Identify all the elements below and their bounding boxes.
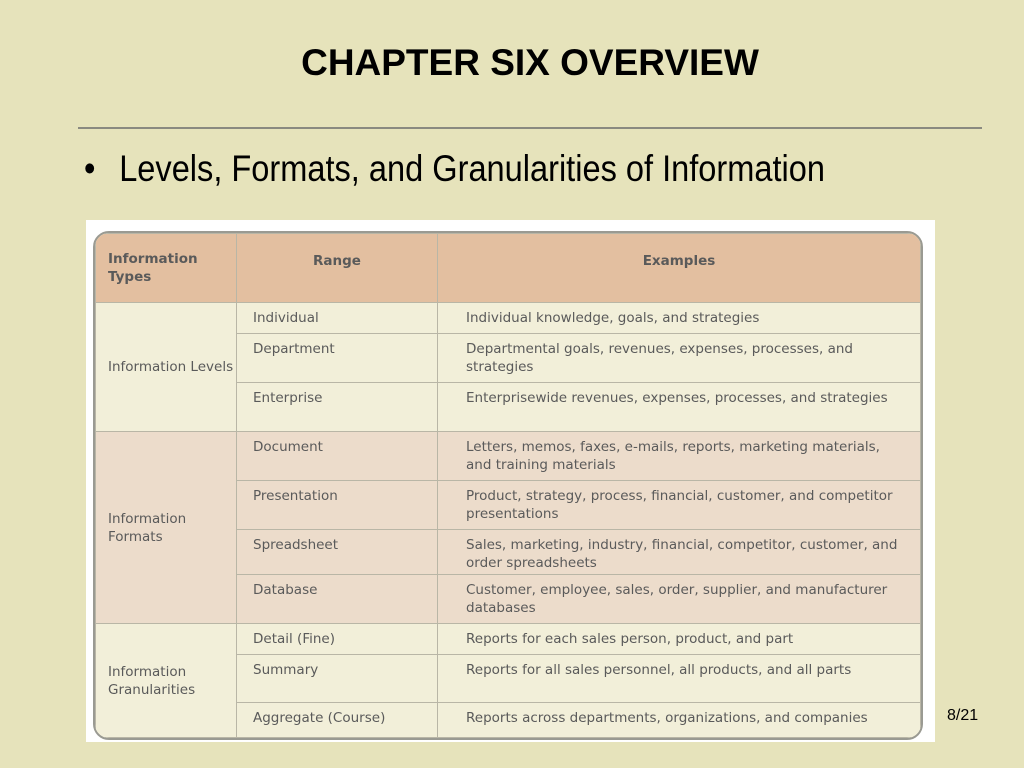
example-cell: Customer, employee, sales, order, supplier, and manufacturer databases <box>438 575 921 624</box>
table-row <box>96 303 921 334</box>
table-row <box>96 624 921 655</box>
range-cell: Department <box>237 334 438 383</box>
range-cell: Summary <box>237 655 438 703</box>
range-cell: Individual <box>237 303 438 334</box>
header-examples: Examples <box>438 234 921 303</box>
information-types-table <box>93 231 923 740</box>
example-cell: Individual knowledge, goals, and strategies <box>438 303 921 334</box>
range-cell: Document <box>237 432 438 481</box>
table-figure <box>86 220 935 742</box>
example-cell: Reports for each sales person, product, and part <box>438 624 921 655</box>
bullet-item <box>84 148 825 190</box>
header-range: Range <box>237 234 438 303</box>
range-cell: Aggregate (Course) <box>237 703 438 738</box>
table-row <box>96 432 921 481</box>
group-label-granularities: Information Granularities <box>96 624 237 738</box>
example-cell: Enterprisewide revenues, expenses, processes, and strategies <box>438 383 921 432</box>
range-cell: Enterprise <box>237 383 438 432</box>
example-cell: Reports for all sales personnel, all products, and all parts <box>438 655 921 703</box>
title-divider <box>78 127 982 129</box>
example-cell: Sales, marketing, industry, financial, competitor, customer, and order spreadsheets <box>438 530 921 575</box>
range-cell: Presentation <box>237 481 438 530</box>
group-label-levels: Information Levels <box>96 303 237 432</box>
bullet-icon: • <box>84 148 96 189</box>
range-cell: Spreadsheet <box>237 530 438 575</box>
example-cell: Product, strategy, process, financial, customer, and competitor presentations <box>438 481 921 530</box>
bullet-text: Levels, Formats, and Granularities of Information <box>119 148 825 189</box>
example-cell: Departmental goals, revenues, expenses, processes, and strategies <box>438 334 921 383</box>
header-information-types: Information Types <box>96 234 237 303</box>
slide-title: CHAPTER SIX OVERVIEW <box>301 42 759 83</box>
range-cell: Database <box>237 575 438 624</box>
example-cell: Reports across departments, organizations, and companies <box>438 703 921 738</box>
table-header-row <box>96 234 921 303</box>
example-cell: Letters, memos, faxes, e-mails, reports, marketing materials, and training materials <box>438 432 921 481</box>
page-number: 8/21 <box>947 707 979 724</box>
group-label-formats: Information Formats <box>96 432 237 624</box>
range-cell: Detail (Fine) <box>237 624 438 655</box>
